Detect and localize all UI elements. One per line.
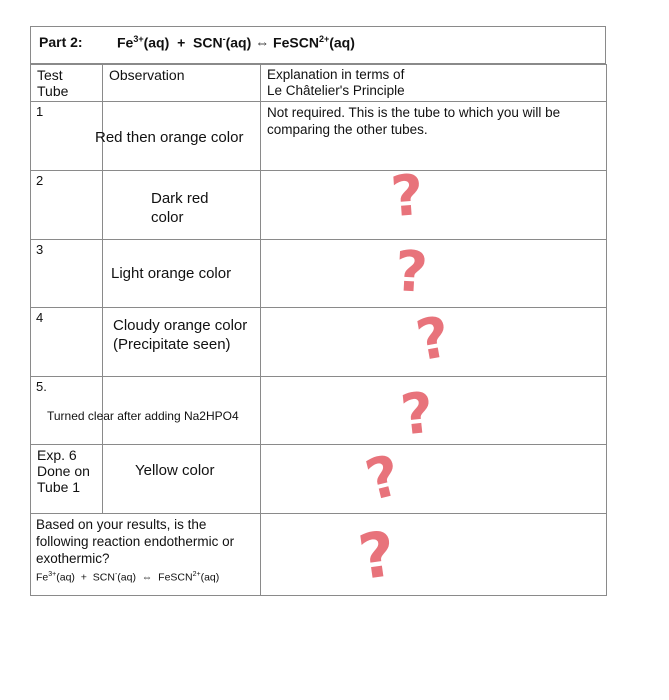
state-aq-3: (aq): [329, 34, 355, 51]
question-mark-icon: ?: [388, 162, 426, 231]
scn-charge: -: [222, 34, 226, 44]
equilibrium-arrow: ⇔: [255, 34, 270, 51]
q-equilibrium-arrow: ⇔: [141, 571, 153, 584]
results-table: [30, 64, 607, 596]
fe-charge: 3+: [133, 34, 144, 44]
tube-line1: Exp. 6: [37, 447, 77, 463]
table-row: [31, 240, 607, 308]
q-reactant-scn: SCN: [92, 571, 115, 584]
observation-text: Light orange color: [111, 265, 232, 282]
reaction-equation: [117, 34, 355, 51]
product-fescn: FeSCN: [273, 34, 319, 51]
question-text: Based on your results, is the following reaction endothermic or exothermic?: [36, 517, 235, 566]
observation-cell: [95, 102, 261, 171]
explanation-cell: [261, 240, 607, 308]
q-fe-charge: 3+: [48, 571, 57, 578]
explanation-cell: [261, 162, 607, 240]
observation-text: Turned clear after adding Na2HPO4: [47, 409, 239, 423]
tube-line3: Tube 1: [37, 479, 81, 495]
observation-header-text: Observation: [109, 67, 185, 83]
test-header-line2: Tube: [37, 83, 69, 99]
observation-line1: Cloudy orange color: [113, 317, 248, 334]
question-text-block: [36, 516, 262, 585]
explanation-cell: [261, 304, 607, 377]
q-reactant-fe: Fe: [36, 571, 49, 584]
question-mark-icon: ?: [393, 239, 430, 306]
question-cell: [31, 514, 261, 596]
tube-number: 4: [36, 310, 44, 325]
observation-cell: [103, 240, 261, 308]
q-scn-charge: -: [114, 571, 118, 578]
observation-line2: (Precipitate seen): [113, 336, 231, 353]
explanation-cell: [261, 102, 607, 171]
observation-text: Red then orange color: [95, 129, 244, 146]
tube-number: 3: [36, 242, 44, 257]
reactant-fe: Fe: [117, 34, 134, 51]
tube-number: 5.: [36, 379, 47, 394]
q-plus-sign: +: [80, 571, 87, 584]
state-aq-1: (aq): [143, 34, 170, 51]
question-row: [31, 514, 607, 596]
q-state-aq-2: (aq): [117, 571, 136, 584]
explanation-header: [261, 65, 607, 102]
tube-cell: [31, 102, 103, 171]
product-charge: 2+: [318, 34, 330, 44]
q-product-charge: 2+: [192, 571, 201, 578]
explanation-cell: [261, 445, 607, 514]
table-row: [31, 445, 607, 514]
tube-cell: [31, 171, 103, 240]
question-mark-icon: ?: [359, 443, 407, 514]
question-mark-icon: ?: [354, 516, 400, 595]
test-header-line1: Test: [37, 67, 63, 83]
observation-cell: [47, 377, 261, 445]
tube-cell: [31, 445, 103, 514]
question-equation: [36, 568, 262, 585]
state-aq-2: (aq): [225, 34, 252, 51]
q-state-aq-3: (aq): [200, 571, 220, 584]
header-row: [31, 65, 607, 102]
table-row: [31, 102, 607, 171]
q-product-fescn: FeSCN: [158, 571, 193, 584]
question-mark-icon: ?: [411, 304, 455, 375]
q-state-aq-1: (aq): [56, 571, 75, 584]
observation-cell: [103, 171, 261, 240]
tube-number: 2: [36, 173, 44, 188]
reactant-scn: SCN: [193, 34, 223, 51]
table-row: [31, 377, 607, 445]
test-tube-header: [31, 65, 103, 102]
explanation-header-line1: Explanation in terms of: [267, 67, 405, 82]
observation-text: Yellow color: [135, 462, 215, 479]
tube-cell: [31, 308, 103, 377]
part-label: Part 2:: [39, 34, 83, 50]
plus-sign: +: [177, 34, 186, 51]
table-row: [31, 171, 607, 240]
answer-cell: [261, 514, 607, 596]
observation-cell: [103, 308, 261, 377]
part-header: [30, 26, 606, 64]
explanation-text: Not required. This is the tube to which you will be comparing the other tubes.: [267, 105, 561, 137]
observation-line2: color: [151, 209, 184, 226]
tube-number: 1: [36, 104, 44, 119]
observation-header: [103, 65, 261, 102]
table-row: [31, 308, 607, 377]
explanation-cell: [261, 377, 607, 449]
tube-cell: [31, 240, 103, 308]
observation-cell: [103, 445, 261, 514]
question-mark-icon: ?: [397, 380, 437, 449]
explanation-header-line2: Le Châtelier's Principle: [267, 83, 405, 98]
observation-line1: Dark red: [151, 190, 209, 207]
tube-line2: Done on: [37, 463, 90, 479]
